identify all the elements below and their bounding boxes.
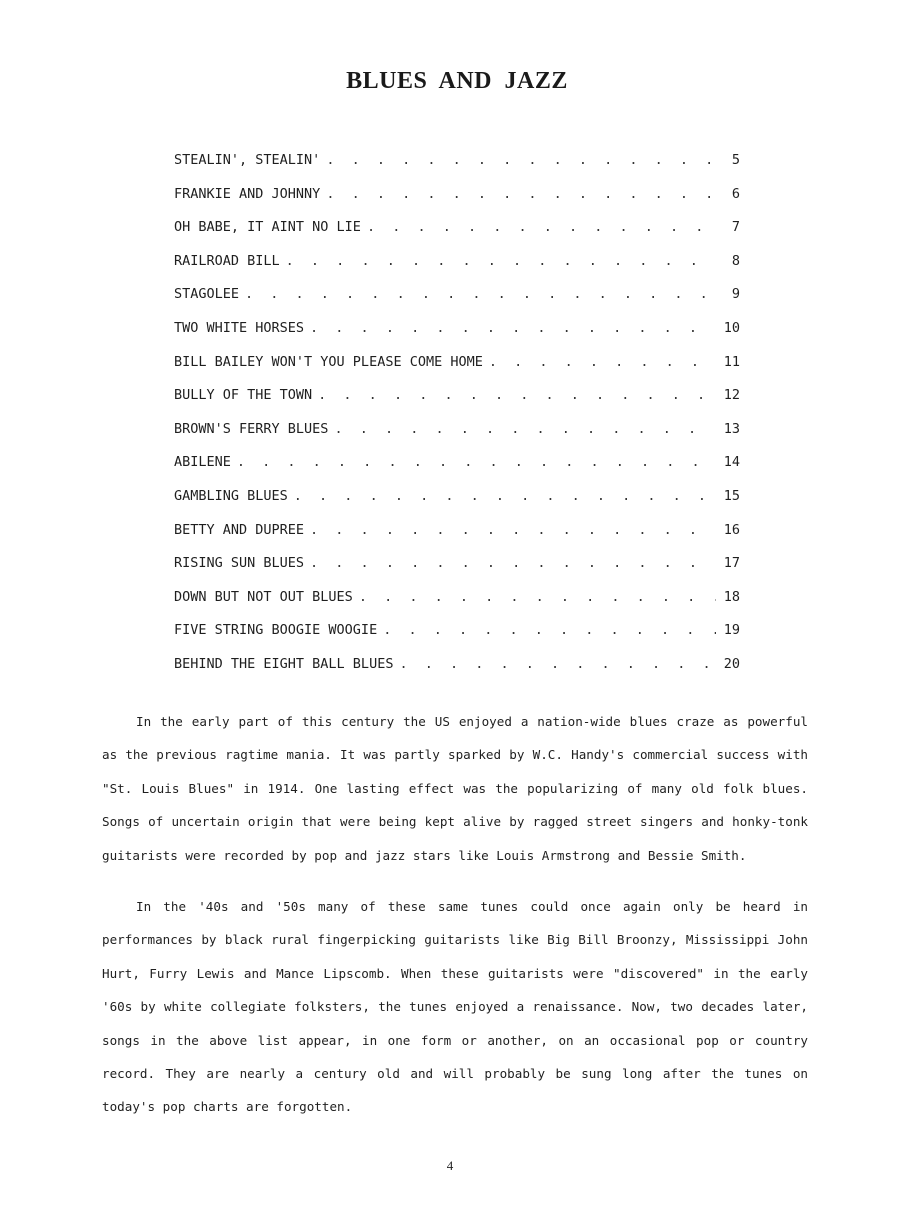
toc-entry bbox=[174, 186, 740, 220]
toc-entry bbox=[174, 555, 740, 589]
toc-entry-title: STAGOLEE bbox=[174, 286, 240, 303]
toc-entry-title: TWO WHITE HORSES bbox=[174, 319, 305, 336]
toc-entry-page: 6 bbox=[731, 185, 740, 202]
toc-entry bbox=[174, 488, 740, 522]
dot-leader bbox=[245, 286, 716, 302]
toc-entry-title: BROWN'S FERRY BLUES bbox=[174, 420, 329, 437]
history-paragraph: In the '40s and '50s many of these same tunes could once again only be heard in performances by black rural fingerpicking guitarists like Big Bill Broonzy, Mississippi John Hurt, Furry Lewis and Mance Lipscomb. When these guitarists were "discovered" in the early '60s by white collegiate folksters, the tunes enjoyed a renaissance. Now, two decades later, songs in the above list appear, in one form or another, on an occasional pop or country record. They are nearly a century old and will probably be sung long after the tunes on today's pop charts are forgotten. bbox=[102, 899, 808, 1115]
toc-entry-title: FRANKIE AND JOHNNY bbox=[174, 185, 321, 202]
dot-leader bbox=[367, 219, 716, 235]
toc-entry-page: 5 bbox=[731, 152, 740, 168]
toc-entry-page: 19 bbox=[723, 622, 740, 639]
toc-entry bbox=[174, 656, 740, 690]
toc-entry-title: OH BABE, IT AINT NO LIE bbox=[174, 219, 361, 236]
page-number: 4 bbox=[446, 1158, 454, 1173]
dot-leader bbox=[237, 454, 716, 470]
dot-leader bbox=[326, 152, 716, 168]
toc-entry bbox=[174, 522, 740, 556]
toc-entry bbox=[174, 354, 740, 388]
toc-entry-title: BILL BAILEY WON'T YOU PLEASE COME HOME bbox=[174, 353, 483, 370]
dot-leader bbox=[489, 354, 716, 370]
dot-leader bbox=[318, 387, 716, 403]
table-of-contents bbox=[174, 152, 740, 690]
dot-leader bbox=[383, 622, 716, 638]
dot-leader bbox=[310, 522, 716, 538]
toc-entry-page: 8 bbox=[731, 252, 740, 269]
dot-leader bbox=[310, 320, 716, 336]
dot-leader bbox=[359, 589, 716, 605]
toc-entry-title: RAILROAD BILL bbox=[174, 252, 280, 269]
toc-entry bbox=[174, 454, 740, 488]
dot-leader bbox=[334, 421, 716, 437]
toc-entry-page: 15 bbox=[723, 487, 740, 504]
toc-entry-page: 16 bbox=[723, 521, 740, 538]
toc-entry-title: BEHIND THE EIGHT BALL BLUES bbox=[174, 655, 394, 672]
toc-entry-page: 18 bbox=[723, 588, 740, 605]
toc-entry bbox=[174, 421, 740, 455]
toc-entry-page: 14 bbox=[723, 454, 740, 471]
toc-entry bbox=[174, 622, 740, 656]
intro-paragraph: In the early part of this century the US enjoyed a nation-wide blues craze as powerful as the previous ragtime mania. It was partly sparked by W.C. Handy's commercial success with "St. Louis Blues" in 1914. One lasting effect was the popularizing of many old folk blues. Songs of uncertain origin that were being kept alive by ragged street singers and honky-tonk guitarists were recorded by pop and jazz stars like Louis Armstrong and Bessie Smith. bbox=[102, 714, 808, 863]
toc-entry-title: STEALIN', STEALIN' bbox=[174, 152, 321, 168]
toc-entry-title: DOWN BUT NOT OUT BLUES bbox=[174, 588, 353, 605]
dot-leader bbox=[399, 656, 716, 672]
toc-entry-title: BULLY OF THE TOWN bbox=[174, 387, 313, 404]
toc-entry-title: BETTY AND DUPREE bbox=[174, 521, 305, 538]
toc-entry-title: GAMBLING BLUES bbox=[174, 487, 288, 504]
page-title: BLUES AND JAZZ bbox=[346, 68, 568, 94]
toc-entry-title: RISING SUN BLUES bbox=[174, 555, 305, 572]
toc-entry-page: 10 bbox=[723, 319, 740, 336]
toc-entry-page: 17 bbox=[723, 555, 740, 572]
dot-leader bbox=[294, 488, 716, 504]
toc-entry bbox=[174, 320, 740, 354]
toc-entry bbox=[174, 286, 740, 320]
dot-leader bbox=[286, 253, 716, 269]
toc-entry-page: 20 bbox=[723, 655, 740, 672]
toc-entry bbox=[174, 152, 740, 186]
toc-entry-page: 9 bbox=[731, 286, 740, 303]
toc-entry bbox=[174, 253, 740, 287]
dot-leader bbox=[310, 555, 716, 571]
toc-entry-title: FIVE STRING BOOGIE WOOGIE bbox=[174, 622, 378, 639]
toc-entry-page: 12 bbox=[723, 387, 740, 404]
toc-entry-page: 7 bbox=[731, 219, 740, 236]
toc-entry-title: ABILENE bbox=[174, 454, 231, 471]
toc-entry-page: 11 bbox=[723, 353, 740, 370]
toc-entry bbox=[174, 589, 740, 623]
toc-entry-page: 13 bbox=[723, 420, 740, 437]
toc-entry bbox=[174, 219, 740, 253]
dot-leader bbox=[326, 186, 716, 202]
toc-entry bbox=[174, 387, 740, 421]
